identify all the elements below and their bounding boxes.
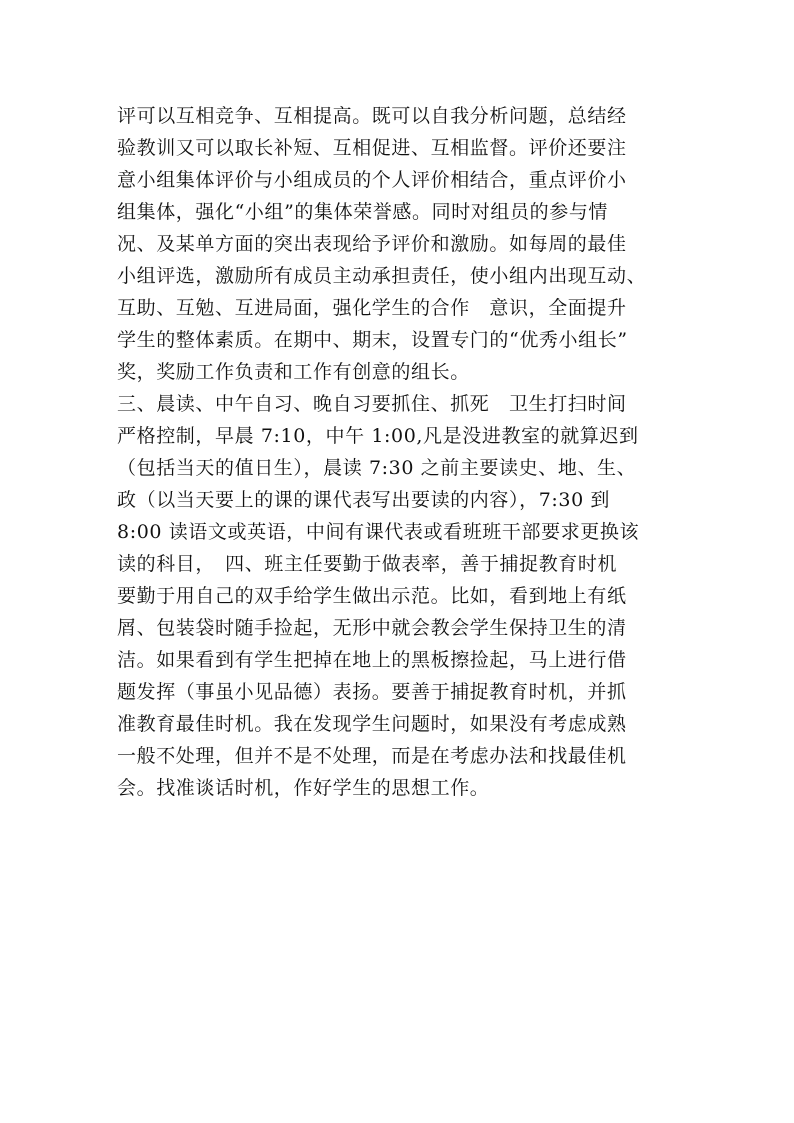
text-line: 政（以当天要上的课的课代表写出要读的内容），7:30 到 bbox=[117, 489, 611, 511]
text-line: 一般不处理，但并不是不处理，而是在考虑办法和找最佳机 bbox=[117, 745, 627, 767]
text-line: 学生的整体素质。在期中、期末，设置专门的“优秀小组长” bbox=[117, 329, 628, 351]
text-line: 严格控制，早晨 7:10，中午 1:00,凡是没进教室的就算迟到 bbox=[117, 425, 639, 447]
text-line: 准教育最佳时机。我在发现学生问题时，如果没有考虑成熟 bbox=[117, 713, 627, 735]
text-line: 8:00 读语文或英语，中间有课代表或看班班干部要求更换该 bbox=[117, 521, 640, 543]
text-line: 读的科目， 四、班主任要勤于做表率，善于捕捉教育时机 bbox=[117, 553, 618, 575]
text-line: 小组评选，激励所有成员主动承担责任，使小组内出现互动、 bbox=[117, 265, 647, 287]
text-line: （包括当天的值日生），晨读 7:30 之前主要读史、地、生、 bbox=[117, 457, 637, 479]
text-line: 意小组集体评价与小组成员的个人评价相结合，重点评价小 bbox=[117, 169, 627, 191]
section-heading-line: 三、晨读、中午自习、晚自习要抓住、抓死 卫生打扫时间 bbox=[117, 393, 627, 415]
text-line: 奖，奖励工作负责和工作有创意的组长。 bbox=[117, 361, 470, 383]
body-text bbox=[117, 100, 697, 804]
text-line: 题发挥（事虽小见品德）表扬。要善于捕捉教育时机，并抓 bbox=[117, 681, 627, 703]
text-line: 洁。如果看到有学生把掉在地上的黑板擦捡起，马上进行借 bbox=[117, 649, 627, 671]
text-line: 要勤于用自己的双手给学生做出示范。比如，看到地上有纸 bbox=[117, 585, 627, 607]
text-line: 屑、包装袋时随手捡起，无形中就会教会学生保持卫生的清 bbox=[117, 617, 627, 639]
text-line: 组集体，强化“小组”的集体荣誉感。同时对组员的参与情 bbox=[117, 201, 609, 223]
text-line: 会。找准谈话时机，作好学生的思想工作。 bbox=[117, 777, 490, 799]
text-line: 验教训又可以取长补短、互相促进、互相监督。评价还要注 bbox=[117, 137, 627, 159]
text-line: 互助、互勉、互进局面，强化学生的合作 意识，全面提升 bbox=[117, 297, 627, 319]
text-line: 评可以互相竞争、互相提高。既可以自我分析问题，总结经 bbox=[117, 105, 627, 127]
text-line: 况、及某单方面的突出表现给予评价和激励。如每周的最佳 bbox=[117, 233, 627, 255]
